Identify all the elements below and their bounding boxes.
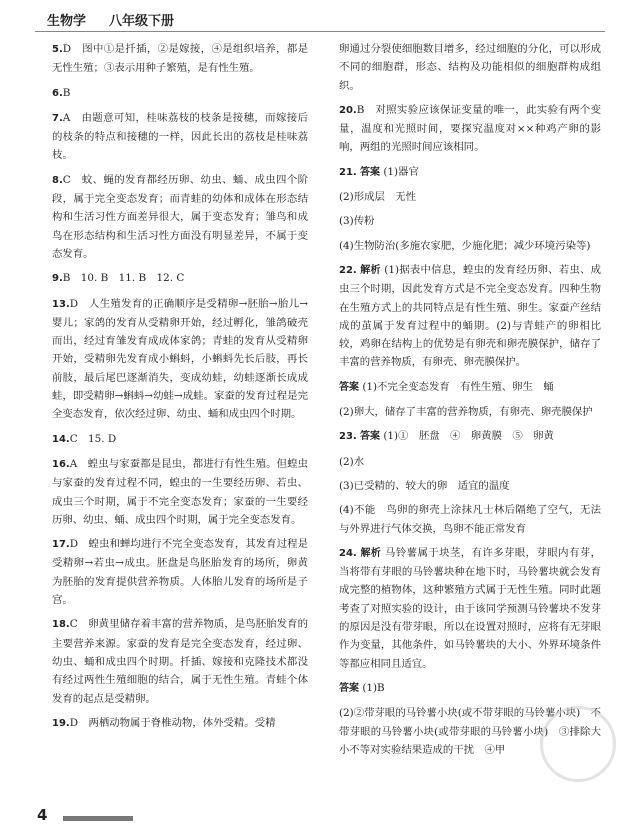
- answer-item: [52, 714, 308, 733]
- answer-label: 答案: [339, 682, 359, 694]
- answer-text: C 15. D: [69, 432, 117, 445]
- answer-text: (1)B: [362, 681, 385, 694]
- answer-text: 卵通过分裂使细胞数目增多，经过细胞的分化，可以形成不同的细胞群，形态、结构及功能相似的细胞群构成组织。: [339, 43, 601, 92]
- question-number: 7.: [52, 112, 63, 124]
- answer-item: [52, 269, 308, 288]
- answer-item: [52, 430, 308, 449]
- question-number: 16.: [52, 458, 70, 470]
- answer-label: 解析: [360, 547, 382, 559]
- left-column: [52, 40, 308, 739]
- answer-label: 答案: [360, 431, 381, 443]
- question-number: 8.: [52, 174, 63, 186]
- grade-title: 八年级下册: [109, 14, 175, 29]
- question-number: 5.: [52, 44, 63, 55]
- answer-text: D 人生殖发育的正确顺序是受精卵→胚胎→胎儿→婴儿；家鸽的发育从受精卵开始，经过孵化，雏鸽破壳而出，经过育雏发育成成体家鸽；青蛙的发育从受精卵开始，受精卵先发育成小蝌蚪，小蝌蚪先长后肢，再长前肢，最后尾巴逐渐消失，变成幼蛙，幼蛙逐渐长成成蛙，即受精卵→蝌蚪→幼蛙→成蛙。家蚕的发育过程是完全变态发育，依次经过卵、幼虫、蛹和成虫四个时期。: [52, 297, 308, 421]
- answer-text: (3)已受精的、较大的卵 适宜的温度: [339, 479, 510, 492]
- answer-text: 马铃薯属于块茎，有许多芽眼，芽眼内有芽，当将带有芽眼的马铃薯块种在地下时，马铃薯块就会发育成完整的植物体，这种繁殖方式属于无性生殖。同时此题考查了对照实验的设计，由于该同学预测马铃薯块不发芽的原因是没有带芽眼，所以在设置对照时，应将有无芽眼作为变量，其他条件，如马铃薯块的大小、外界环境条件等都应相同且适宜。: [339, 546, 601, 670]
- answer-text: C 卵黄里储存着丰富的营养物质，是鸟胚胎发育的主要营养来源。家蚕的发育是完全变态发育，经过卵、幼虫、蛹和成虫四个时期。扦插、嫁接和克隆技术都没有经过两性生殖细胞的结合，属于无性生殖。青蛙个体发育的起点是受精卵。: [52, 618, 308, 705]
- answer-text: (1)器官: [383, 165, 419, 178]
- answer-text: (4)不能 鸟卵的卵壳上涂抹凡士林后隔绝了空气，无法与外界进行气体交换，鸟卵不能正常发育: [339, 504, 601, 535]
- answer-text: D 图中①是扦插，②是嫁接，④是组织培养，都是无性生殖；③表示用种子繁殖，是有性生殖。: [52, 43, 308, 75]
- answer-line: [339, 679, 601, 698]
- sub-answer-line: [339, 237, 601, 255]
- answer-item: [52, 455, 308, 529]
- sub-answer-line: [339, 453, 601, 471]
- answer-text: (2)卵大，储存了丰富的营养物质，有卵壳、卵壳膜保护: [339, 406, 593, 419]
- answer-item: [339, 163, 601, 182]
- answer-line: [339, 378, 601, 397]
- subject-title: 生物学: [47, 14, 87, 29]
- right-column: [339, 40, 601, 765]
- answer-item: [52, 615, 308, 707]
- question-number: 23.: [339, 431, 357, 443]
- footer-bar: [63, 816, 133, 821]
- sub-answer-line: [339, 501, 601, 538]
- answer-text: A 蝗虫与家蚕都是昆虫，都进行有性生殖。但蝗虫与家蚕的发育过程不同，蝗虫的一生要经历卵、若虫、成虫三个时期，属于不完全变态发育；家蚕的一生要经历卵、幼虫、蛹、成虫四个时期，属于完全变态发育。: [52, 457, 308, 526]
- answer-text: (2)形成层 无性: [339, 191, 417, 204]
- answer-text: D 蝗虫和蝉均进行不完全变态发育，其发育过程是受精卵→若虫→成虫。胚盘是鸟胚胎发育的场所，卵黄为胚胎的发育提供营养物质。人体胎儿发育的场所是子宫。: [52, 538, 308, 607]
- answer-item: [52, 171, 308, 263]
- sub-answer-line: [339, 188, 601, 206]
- question-number: 24.: [339, 547, 357, 559]
- question-number: 21.: [339, 166, 357, 178]
- question-number: 19.: [52, 717, 70, 729]
- answer-item: [339, 427, 601, 446]
- question-number: 6.: [52, 87, 63, 99]
- continued-text: [339, 40, 601, 95]
- question-number: 13.: [52, 298, 70, 310]
- answer-item: [52, 40, 308, 78]
- answer-text: C 蚊、蝇的发育都经历卵、幼虫、蛹、成虫四个阶段，属于完全变态发育；而青蛙的幼体和成体在形态结构和生活习性方面差异很大，属于变态发育；雏鸟和成鸟在形态结构和生活习性方面没有明显差异，不属于变态发育。: [52, 173, 308, 260]
- header-rule: [35, 31, 605, 32]
- question-number: 18.: [52, 619, 70, 631]
- answer-text: (1)不完全变态发育 有性生殖、卵生 蛹: [362, 380, 554, 393]
- question-number: 22.: [339, 264, 357, 276]
- page-header: [0, 0, 640, 34]
- question-number: 9.: [52, 273, 63, 285]
- answer-label: 答案: [360, 166, 381, 178]
- answer-text: B 10. B 11. B 12. C: [62, 272, 185, 285]
- answer-text: (1)① 胚盘 ④ 卵黄膜 ⑤ 卵黄: [383, 430, 554, 443]
- answer-item: [52, 535, 308, 609]
- answer-item: [52, 295, 308, 424]
- question-number: 17.: [52, 539, 70, 551]
- answer-text: (3)传粉: [339, 215, 375, 228]
- answer-item: [52, 84, 308, 103]
- answer-text: (2)水: [339, 455, 365, 468]
- answer-text: D 两栖动物属于脊椎动物，体外受精。受精: [69, 716, 276, 729]
- answer-text: A 由题意可知，桂味荔枝的枝条是接穗，而嫁接后的枝条的特点和接穗的一样，因此长出的荔枝是桂味荔枝。: [52, 111, 308, 162]
- question-number: 20.: [339, 104, 357, 116]
- watermark-stamp: [540, 706, 616, 782]
- answer-text: B: [62, 86, 71, 99]
- answer-item: [339, 544, 601, 673]
- answer-item: [52, 109, 308, 165]
- sub-answer-line: [339, 212, 601, 230]
- answer-text: (4)生物防治(多施农家肥，少施化肥；减少环境污染等): [339, 239, 591, 252]
- answer-text: (1)据表中信息，蝗虫的发育经历卵、若虫、成虫三个时期，因此发育方式是不完全变态发育。四种生物在生殖方式上的共同特点是有性生殖、卵生。家蚕产丝结成的茧属于发育过程中的蛹期。(2)与青蛙产的卵相比较，鸡卵在结构上的优势是有卵壳和卵壳膜保护，储存了丰富的营养物质，有卵壳、卵壳膜保护。: [339, 263, 601, 369]
- answer-item: [339, 261, 601, 372]
- answer-item: [339, 101, 601, 157]
- answer-text: B 对照实验应该保证变量的唯一，此实验有两个变量，温度和光照时间，要探究温度对××种鸡产卵的影响，两组的光照时间应该相同。: [339, 103, 601, 154]
- question-number: 14.: [52, 433, 70, 445]
- sub-answer-line: [339, 403, 601, 421]
- answer-text: (2)②带芽眼的马铃薯小块(或不带芽眼的马铃薯小块) 不带芽眼的马铃薯小块(或带芽眼的马铃薯小块) ③排除大小不等对实验结果造成的干扰 ④甲: [339, 707, 601, 756]
- sub-answer-line: [339, 477, 601, 495]
- answer-label: 解析: [360, 264, 381, 276]
- page-number: 4: [37, 806, 48, 824]
- answer-label: 答案: [339, 381, 359, 393]
